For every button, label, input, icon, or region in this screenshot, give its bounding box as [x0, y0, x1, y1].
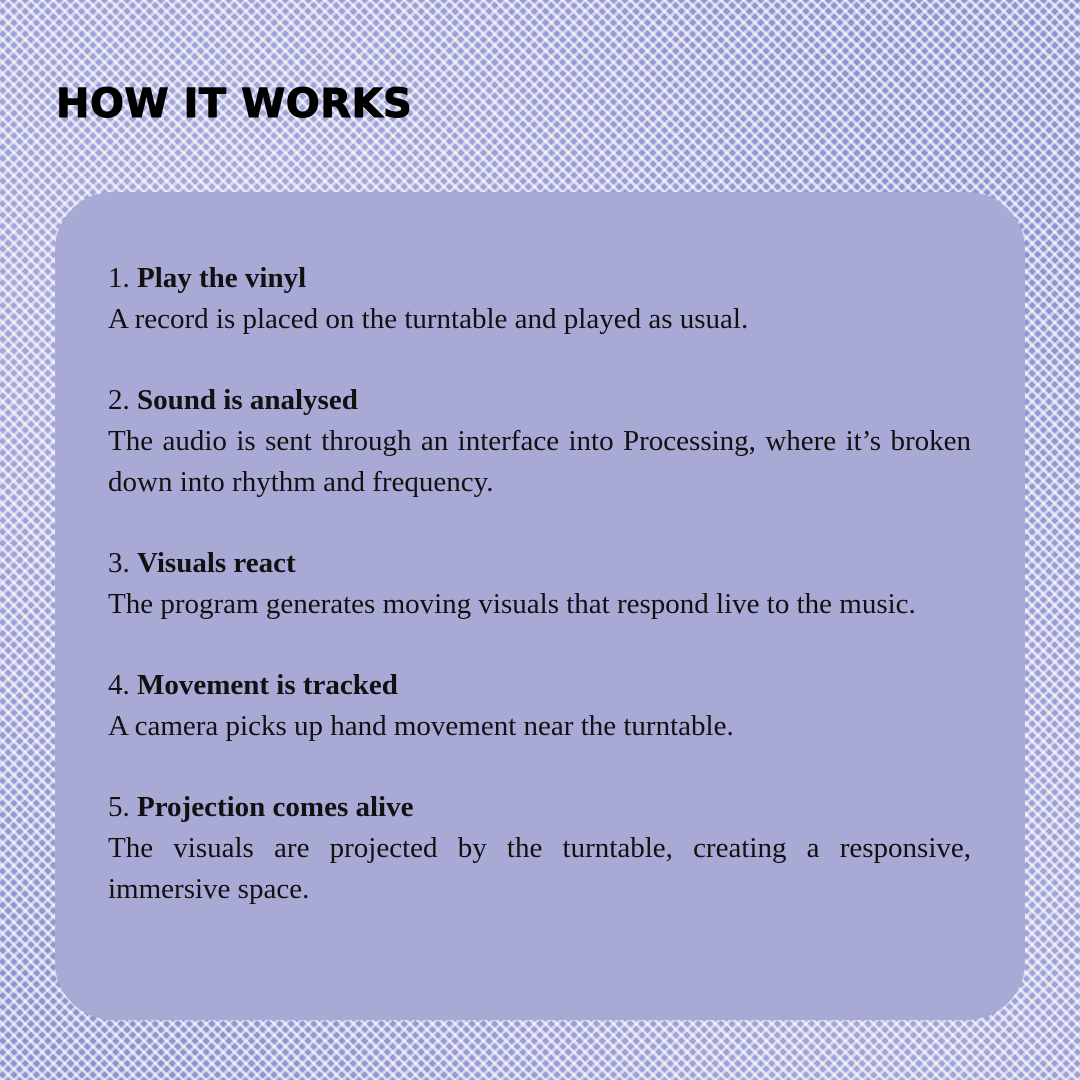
step-item	[108, 787, 971, 910]
step-title: Projection comes alive	[137, 791, 414, 823]
steps-card	[55, 192, 1025, 1020]
step-description: A record is placed on the turntable and played as usual.	[108, 303, 749, 335]
step-description: The program generates moving visuals that respond live to the music.	[108, 588, 916, 620]
step-description: A camera picks up hand movement near the turntable.	[108, 710, 734, 742]
step-title: Movement is tracked	[137, 669, 398, 701]
step-heading	[108, 380, 971, 421]
page-title: HOW IT WORKS	[56, 81, 413, 127]
step-title: Visuals react	[137, 547, 296, 579]
step-number: 5.	[108, 791, 130, 823]
step-number: 1.	[108, 262, 130, 294]
step-item	[108, 665, 971, 747]
step-number: 3.	[108, 547, 130, 579]
step-item	[108, 258, 971, 340]
step-item	[108, 380, 971, 503]
step-description: The visuals are projected by the turntable, creating a responsive, immersive space.	[108, 832, 971, 905]
step-heading	[108, 258, 971, 299]
step-title: Sound is analysed	[137, 384, 358, 416]
step-heading	[108, 787, 971, 828]
step-description: The audio is sent through an interface into Processing, where it’s broken down into rhythm and frequency.	[108, 425, 971, 498]
step-number: 4.	[108, 669, 130, 701]
step-heading	[108, 665, 971, 706]
step-item	[108, 543, 971, 625]
step-number: 2.	[108, 384, 130, 416]
step-heading	[108, 543, 971, 584]
step-title: Play the vinyl	[137, 262, 307, 294]
